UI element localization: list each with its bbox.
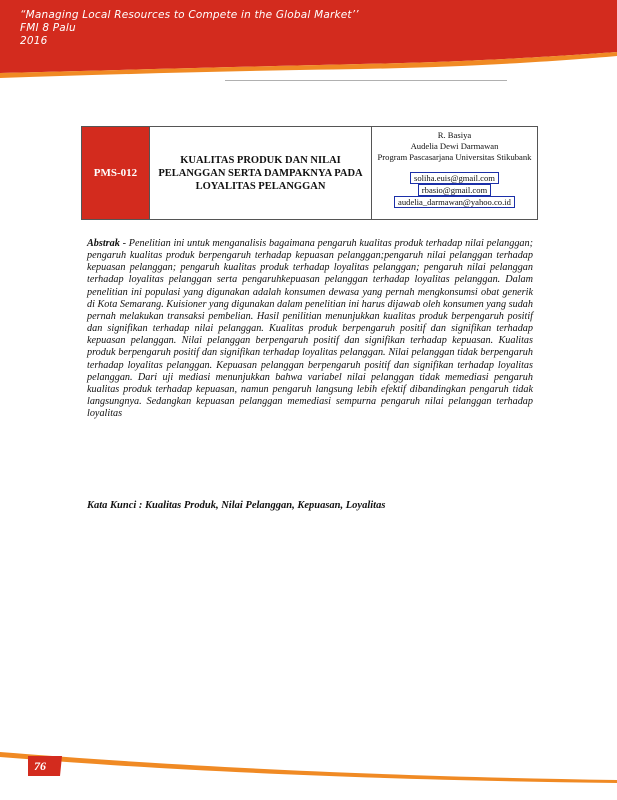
email-link[interactable]: audelia_darmawan@yahoo.co.id xyxy=(394,196,515,208)
author-name: Audelia Dewi Darmawan xyxy=(410,141,499,151)
paper-code: PMS-012 xyxy=(82,127,150,219)
author-name: R. Basiya xyxy=(437,130,472,140)
header-banner xyxy=(0,0,617,82)
keywords: Kata Kunci : Kualitas Produk, Nilai Pelanggan, Kepuasan, Loyalitas xyxy=(87,500,386,511)
author-info xyxy=(372,127,537,219)
email-link[interactable]: soliha.euis@gmail.com xyxy=(410,172,499,184)
footer-swoosh xyxy=(0,728,617,800)
page-number: 76 xyxy=(34,759,46,773)
email-link[interactable]: rbasio@gmail.com xyxy=(418,184,491,196)
abstract-label: Abstrak xyxy=(87,238,120,249)
header-text xyxy=(20,9,359,48)
email-list xyxy=(372,172,537,208)
header-year: 2016 xyxy=(20,35,48,47)
author-affiliation: Program Pascasarjana Universitas Stikubank xyxy=(377,152,532,162)
footer-banner xyxy=(0,728,617,800)
paper-title-table xyxy=(81,126,538,220)
abstract xyxy=(87,238,533,420)
header-conference-theme: “Managing Local Resources to Compete in the Global Market’’ xyxy=(20,9,359,21)
abstract-text: - Penelitian ini untuk menganalisis bagaimana pengaruh kualitas produk terhadap nilai pelanggan; pengaruh kualitas produk berpengaruh terhadap kepuasan pelanggan;pengaruh nilai pelanggan terhadap kepuasan pelanggan; pengaruh kualitas produk terhadap loyalitas pelanggan; pengaruh nilai pelanggan terhadap loyalitas pelanggan serta pengaruhkepuasan pelanggan terhadap loyalitas pelanggan. Dalam penelitian ini populasi yang digunakan adalah konsumen dewasa yang pernah mengkonsumsi obat generik di Kota Semarang. Kuisioner yang digunakan dalam penelitian ini harus dijawab oleh konsumen yang sudah pernah melakukan transaksi pembelian. Hasil penilitian menunjukkan kualitas produk berpengaruh positif dan signifikan terhadap nilai pelanggan. Kualitas produk berpengaruh positif dan signifikan terhadap kepuasan pelanggan. Nilai pelanggan berpengaruh positif dan signifikan terhadap kepuasan. Kualitas produk berpengaruh positif dan signifikan terhadap loyalitas pelanggan. Nilai pelanggan tidak berpengaruh terhadap loyalitas pelanggan. Kepuasan pelanggan berpengaruh positif dan signifikan terhadap loyalitas pelanggan. Dari uji mediasi menunjukkan bahwa variabel nilai pelanggan tidak memediasi pengaruh kualitas produk terhadap kepuasan, namun pengaruh langsung lebih efektif dibandingkan pengaruh tidak langsungnya. Sedangkan kepuasan pelanggan memediasi sempurna pengaruh nilai pelanggan terhadap loyalitas xyxy=(87,238,533,420)
paper-title: KUALITAS PRODUK DAN NILAI PELANGGAN SERTA DAMPAKNYA PADA LOYALITAS PELANGGAN xyxy=(150,127,372,219)
top-divider xyxy=(225,80,507,81)
header-conference-name: FMI 8 Palu xyxy=(20,22,76,34)
